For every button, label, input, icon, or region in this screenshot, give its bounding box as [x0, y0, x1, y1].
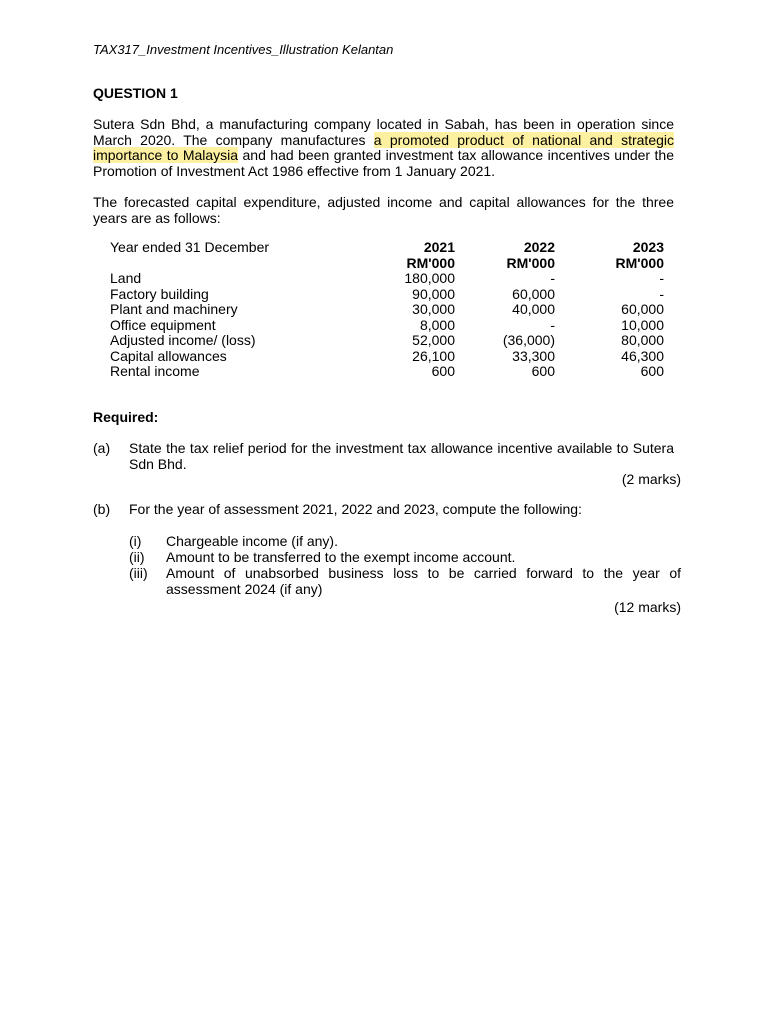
highlighted-text: a promoted product of national and strategic importance to Malaysia [93, 131, 674, 163]
table-header-row [110, 240, 664, 256]
question-paragraph-1 [93, 117, 674, 179]
table-row [110, 333, 664, 349]
row-label: Office equipment [110, 316, 216, 333]
sub-text: Amount to be transferred to the exempt income account. [166, 549, 516, 565]
part-a-marks: (2 marks) [621, 471, 681, 487]
cell-value: 40,000 [512, 301, 555, 317]
sub-number: (ii) [129, 549, 145, 565]
question-title: QUESTION 1 [93, 85, 178, 101]
paragraph-text: Sutera Sdn Bhd, a manufacturing company located in Sabah, has been in operation since March 2020. The company manufactures [93, 116, 674, 148]
row-label: Capital allowances [110, 347, 227, 364]
year-header-2022: 2022 [523, 239, 555, 255]
cell-value: 90,000 [412, 285, 455, 302]
unit-header-2023: RM'000 [615, 254, 664, 271]
table-units-row [110, 256, 664, 272]
cell-value: 60,000 [621, 301, 664, 317]
table-row [110, 302, 664, 318]
row-label: Adjusted income/ (loss) [110, 332, 256, 348]
table-row [110, 318, 664, 334]
row-label: Rental income [110, 363, 200, 379]
question-paragraph-2: The forecasted capital expenditure, adjusted income and capital allowances for the three years are as follows: [93, 194, 674, 226]
document-header: TAX317_Investment Incentives_Illustration Kelantan [93, 42, 394, 57]
cell-value: - [550, 316, 555, 333]
unit-header-2021: RM'000 [406, 254, 455, 271]
cell-value: 10,000 [621, 316, 664, 333]
cell-value: - [659, 285, 664, 302]
part-a-letter: (a) [93, 440, 111, 456]
table-row [110, 287, 664, 303]
part-a-text: State the tax relief period for the investment tax allowance incentive available to Sutera Sdn Bhd. [129, 440, 674, 472]
cell-value: 600 [640, 363, 664, 379]
table-row [110, 349, 664, 365]
cell-value: 600 [431, 363, 455, 379]
cell-value: 26,100 [412, 347, 455, 364]
cell-value: 52,000 [412, 332, 455, 348]
sub-number: (iii) [129, 565, 148, 581]
cell-value: 46,300 [621, 347, 664, 364]
sub-text: Chargeable income (if any). [166, 533, 338, 549]
cell-value: - [550, 270, 555, 286]
table-header-label: Year ended 31 December [110, 239, 270, 255]
cell-value: 30,000 [412, 301, 455, 317]
table-units-blank [110, 256, 365, 272]
cell-value: 180,000 [404, 270, 455, 286]
cell-value: 80,000 [621, 332, 664, 348]
part-b-marks: (12 marks) [614, 599, 681, 615]
sub-text: Amount of unabsorbed business loss to be carried forward to the year of assessment 2024 (if any) [166, 565, 681, 597]
cell-value: 8,000 [419, 316, 455, 333]
table-row [110, 364, 664, 380]
table-row [110, 271, 664, 287]
cell-value: - [659, 270, 664, 286]
cell-value: 600 [531, 363, 555, 379]
cell-value: (36,000) [502, 332, 555, 348]
sub-number: (i) [129, 533, 142, 549]
cell-value: 60,000 [512, 285, 555, 302]
cell-value: 33,300 [512, 347, 555, 364]
required-heading: Required: [93, 409, 159, 425]
year-header-2021: 2021 [423, 239, 455, 255]
row-label: Factory building [110, 285, 209, 302]
row-label: Plant and machinery [110, 301, 238, 317]
part-b-letter: (b) [93, 501, 111, 517]
unit-header-2022: RM'000 [506, 254, 555, 271]
financial-table [110, 240, 664, 380]
part-b-text: For the year of assessment 2021, 2022 and 2023, compute the following: [129, 501, 582, 517]
year-header-2023: 2023 [632, 239, 664, 255]
paragraph-text: and had been granted investment tax allowance incentives under the Promotion of Investment Act 1986 effective from 1 January 2021. [93, 147, 674, 179]
row-label: Land [110, 270, 142, 286]
